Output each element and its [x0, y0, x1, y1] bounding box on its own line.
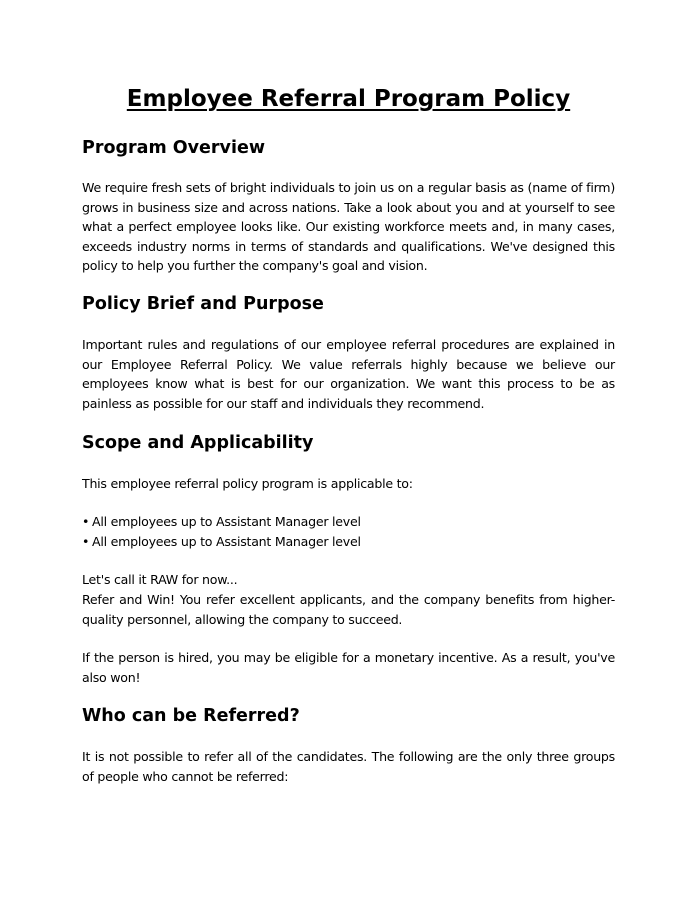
section-heading-scope: Scope and Applicability	[82, 433, 314, 453]
paragraph-scope-intro: This employee referral policy program is applicable to:	[82, 476, 413, 491]
section-heading-who-can-be-referred: Who can be Referred?	[82, 706, 300, 726]
paragraph-if-hired: If the person is hired, you may be eligible for a monetary incentive. As a result, you've also won!	[82, 650, 615, 685]
document-title: Employee Referral Program Policy	[126, 86, 571, 112]
paragraph-refer-and-win: Refer and Win! You refer excellent applicants, and the company benefits from higher-quality personnel, allowing the company to succeed.	[82, 592, 615, 627]
paragraph-raw-line: Let's call it RAW for now...	[82, 572, 238, 587]
bullet-icon: •	[82, 514, 90, 529]
paragraph-policy-brief: Important rules and regulations of our employee referral procedures are explained in our Employee Referral Policy. We value referrals highly because we believe our employees know what is best for our organization. We want this process to be as painless as possible for our staff and individuals they recommend.	[82, 337, 615, 411]
list-item-text: All employees up to Assistant Manager level	[92, 533, 361, 549]
paragraph-who-can-be-referred: It is not possible to refer all of the candidates. The following are the only three groups of people who cannot be referred:	[82, 749, 615, 784]
bullet-icon: •	[82, 533, 90, 549]
list-item	[82, 512, 615, 532]
list-item-text: All employees up to Assistant Manager level	[92, 514, 361, 529]
section-heading-policy-brief: Policy Brief and Purpose	[82, 294, 324, 314]
list-item	[82, 532, 615, 552]
section-heading-program-overview: Program Overview	[82, 138, 265, 158]
bullet-list-scope	[82, 512, 615, 551]
paragraph-program-overview: We require fresh sets of bright individuals to join us on a regular basis as (name of firm) grows in business size and across nations. Take a look about you and at yourself to see what a perfect employee looks like. Our existing workforce meets and, in many cases, exceeds industry norms in terms of standards and qualifications. We've designed this policy to help you further the company's goal and vision.	[82, 180, 615, 274]
